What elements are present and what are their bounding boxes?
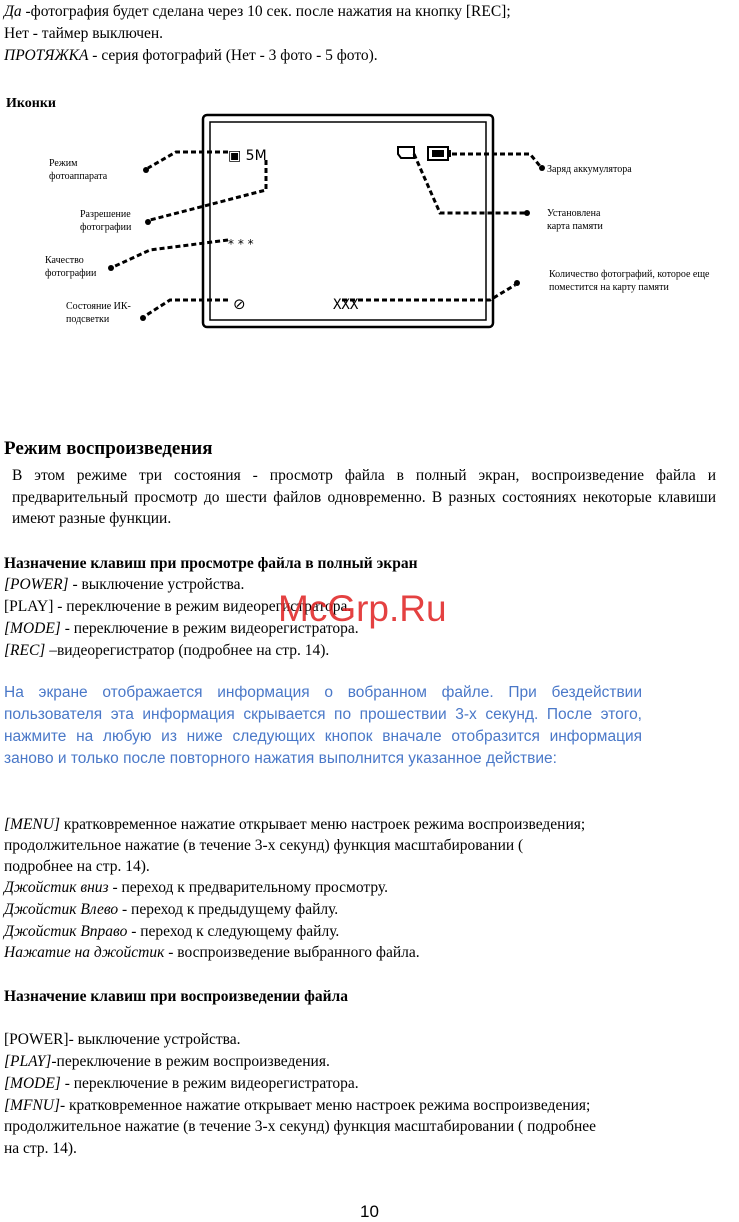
camera-screen-frame (203, 115, 493, 327)
fs-key-mode: [MODE] - переключение в режим видеорегистратора. (4, 620, 359, 637)
pointer-count (342, 285, 515, 300)
pb-line-long-press: продолжительное нажатие (в течение 3-х секунд) функция масштабировании ( подробнее (4, 1118, 597, 1135)
pointer-camera-mode (148, 152, 228, 168)
memory-card-icon (398, 147, 414, 158)
pointer-battery (452, 154, 540, 166)
joystick-right: Джойстик Вправо - переход к следующему файлу. (4, 923, 340, 940)
playback-keys-heading: Назначение клавиш при воспроизведении файла (4, 988, 348, 1005)
page-number: 10 (360, 1202, 379, 1221)
watermark: McGrp.Ru (278, 588, 447, 629)
menu-line-2: продолжительное нажатие (в течение 3-х секунд) функция масштабировании ( (4, 837, 524, 854)
line-burst: ПРОТЯЖКА - серия фотографий (Нет - 3 фото - 5 фото). (4, 47, 378, 64)
fs-key-power: [POWER] - выключение устройства. (4, 576, 245, 593)
joystick-down: Джойстик вниз - переход к предварительному просмотру. (4, 879, 388, 896)
pb-key-power: [POWER]- выключение устройства. (4, 1031, 241, 1048)
menu-line-3: подробнее на стр. 14). (4, 858, 150, 875)
playback-heading: Режим воспроизведения (4, 438, 213, 459)
label-memory-card: Установлена карта памяти (547, 208, 603, 232)
label-resolution: Разрешение фотографии (80, 209, 132, 233)
pb-key-mode: [MODE] - переключение в режим видеорегистратора. (4, 1075, 359, 1092)
line-timer-yes: Да -фотография будет сделана через 10 сек. после нажатия на кнопку [REC]; (4, 3, 511, 20)
label-photo-count: Количество фотографий, которое еще поместится на карту памяти (549, 269, 710, 293)
fs-key-rec: [REC] –видеорегистратор (подробнее на стр. 14). (4, 642, 330, 659)
label-camera-mode: Режим фотоаппарата (49, 158, 108, 182)
label-quality: Качество фотографии (45, 255, 97, 279)
fs-key-play: [PLAY] - переключение в режим видеорегистратора. (4, 598, 352, 615)
line-timer-no: Нет - таймер выключен. (4, 25, 164, 42)
pointer-resolution (150, 160, 266, 220)
ir-icon: ⊘ (233, 295, 246, 313)
label-battery: Заряд аккумулятора (547, 164, 632, 175)
pb-key-menu: [MFNU]- кратковременное нажатие открывает меню настроек режима воспроизведения; (4, 1097, 591, 1114)
playback-intro: В этом режиме три состояния - просмотр файла в полный экран, воспроизведение файла и предварительный просмотр до шести файлов одновременно. В разных состояниях некоторые клавиши имеют разные функции. (12, 467, 716, 527)
pb-line-page-ref: на стр. 14). (4, 1140, 77, 1157)
pb-key-play: [PLAY]-переключение в режим воспроизведения. (4, 1053, 330, 1070)
label-ir-state: Состояние ИК- подсветки (66, 301, 131, 325)
pointer-card (414, 154, 525, 213)
info-note: На экране отображается информация о вобранном файле. При бездействии пользователя эта информация скрывается по прошествии 3-х секунд. После этого, нажмите на любую из ниже следующих кнопок вначале отобразится информация заново и только после повторного нажатия выполнится указанное действие: (4, 684, 642, 767)
mode-icons: ▣ 5M (228, 148, 267, 164)
photo-count: XXX (333, 297, 359, 313)
pointer-ir (145, 300, 228, 316)
joystick-press: Нажатие на джойстик - воспроизведение выбранного файла. (4, 944, 420, 961)
quality-stars: * * * (228, 237, 254, 251)
battery-icon (428, 147, 451, 160)
joystick-left: Джойстик Влево - переход к предыдущему файлу. (4, 901, 339, 918)
icons-title: Иконки (6, 96, 56, 111)
fullscreen-heading: Назначение клавиш при просмотре файла в полный экран (4, 555, 418, 572)
menu-line-1: [MENU] кратковременное нажатие открывает меню настроек режима воспроизведения; (4, 816, 586, 833)
